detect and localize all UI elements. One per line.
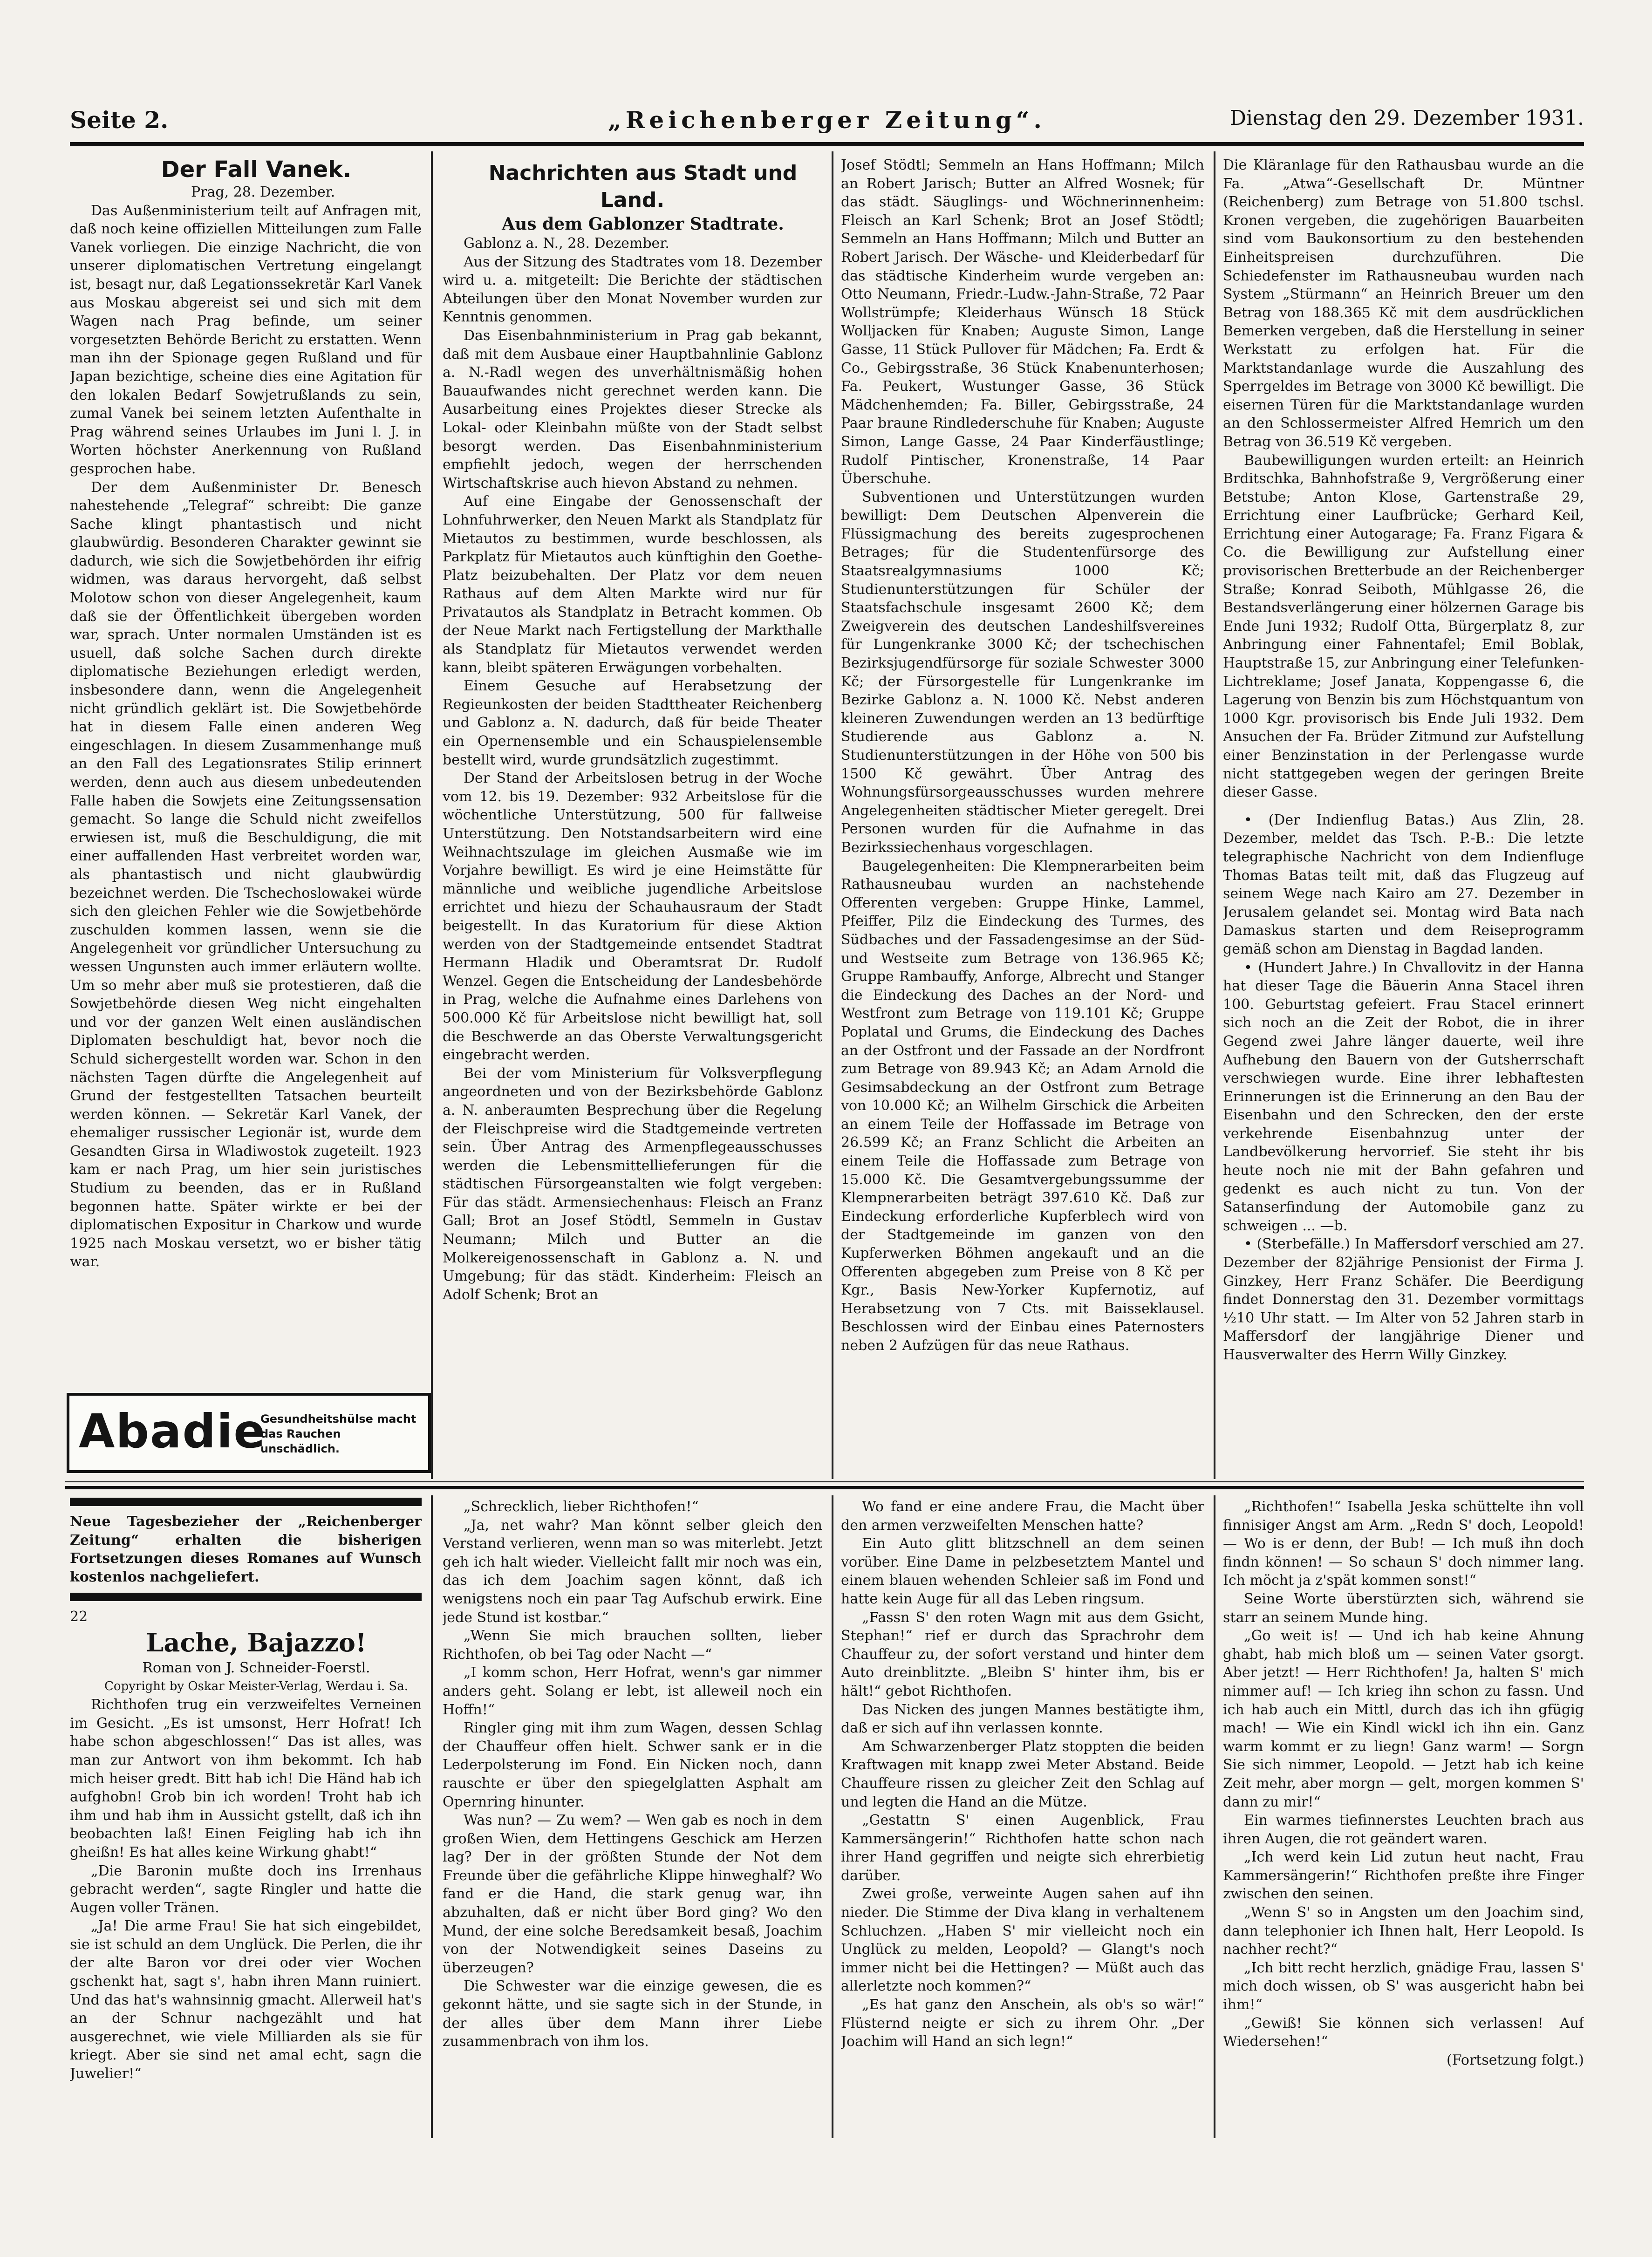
paragraph: Wo fand er eine andere Frau, die Macht über den armen verzweifelten Menschen hatte? [841,1499,1204,1534]
paragraph: „Ich bitt recht herzlich, gnädige Frau, lassen S' mich doch wissen, ob S' was ausgericht habn bei ihm!“ [1223,1959,1584,2013]
article-continued [841,156,1204,1479]
paragraph: Die Kläranlage für den Rathausbau wurde an die Fa. „Atwa“-Gesellschaft Dr. Müntner (Reichenberg) zum Betrage von 51.800 tschsl. Kronen vergeben, die zugehörigen Bauarbeiten sind vom Baukonsortium zu den bestehenden Einheitspreisen durchzuführen. Die Schiedefenster im Rathausneubau wurden nach System „Stürmann“ an Heinrich Breuer um den Betrag von 188.365 Kč mit dem ausdrücklichen Bemerken vergeben, daß die Herstellung in seiner Werkstatt zu erfolgen hat. Für die Marktstandanlage wurde die Auszahlung des Sperrgeldes im Betrage von 3000 Kč bewilligt. Die eisernen Türen für die Marktstandanlage wurden an den Schlossermeister Alfred Hemrich um den Betrag von 36.519 Kč vergeben. [1223,157,1584,450]
novel-column [1223,1498,1584,2150]
section-rule [65,1486,1584,1489]
dateline: Gablonz a. N., 28. Dezember. [464,235,669,252]
paragraph: Ringler ging mit ihm zum Wagen, dessen Schlag der Chauffeur offen hielt. Schwer sank er in die Lederpolsterung im Fond. Ein Nicken noch, dann rauschte er über den spiegelglatten Asphalt am Opernring hinunter. [443,1720,822,1810]
paragraph: „Wenn Sie mich brauchen sollten, lieber Richthofen, ob bei Tag oder Nacht —“ [443,1628,822,1663]
newspaper-name: „Reichenberger Zeitung“. [608,106,1046,134]
paragraph: „Ja, net wahr? Man könnt selber gleich den Verstand verlieren, wenn man so was miterlebt. Jetzt geh ich halt wieder. Vielleicht fallt mir noch was ein, das ich dem Joachim sagen könnt, daß ich wenigstens noch ein paar Tag Aufschub erwirk. Eine jede Stund ist kostbar.“ [443,1517,822,1626]
paragraph: „Wenn S' so in Angsten um den Joachim sind, dann telephonier ich Ihnen halt, Herr Leopold. Is nachher recht?“ [1223,1904,1584,1958]
novel-author: Roman von J. Schneider-Foerstl. [142,1659,370,1676]
novel-column [443,1498,822,2150]
paragraph: Ein warmes tiefinnerstes Leuchten brach aus ihren Augen, die rot geändert waren. [1223,1812,1584,1847]
news-brief: • (Sterbefälle.) In Maffersdorf verschied am 27. Dezember der 82jährige Pensionist der Firma J. Ginzkey, Herr Franz Schäfer. Die Beerdigung findet Donnerstag den 31. Dezember vormittags ½10 Uhr statt. — Im Alter von 52 Jahren starb in Maffersdorf der langjährige Diener und Hausverwalter des Herrn Willy Ginzkey. [1223,1236,1584,1363]
paragraph: Die Schwester war die einzige gewesen, die es gekonnt hätte, und sie sagte sich in der Stunde, in der alles über dem Mann ihrer Liebe zusammenbrach von ihm los. [443,1978,822,2050]
novel-column [841,1498,1204,2150]
ad-brand: Abadie [79,1404,266,1459]
novel-column [70,1498,422,2150]
paragraph: „Gestattn S' einen Augenblick, Frau Kammersängerin!“ Richthofen hatte schon nach ihrer Hand gegriffen und neigte sich ehrerbietig darüber. [841,1812,1204,1884]
paragraph: „Go weit is! — Und ich hab keine Ahnung ghabt, hab mich bloß um — seinen Vater gsorgt. Aber jetzt! — Herr Richthofen! Ja, halten S' mich nimmer auf! — Ich krieg ihn schon zu fassn. Und ich hab auch ein Mittl, durch das ich ihn gfügig mach! — Wie ein Kindl wickl ich ihn ein. Ganz warm kommt er zu liegn! Ganz warm! — Sorgn Sie sich nimmer, Leopold. — Jetzt hab ich keine Zeit mehr, aber morgn — gelt, morgen kommen S' dann zu mir!“ [1223,1628,1584,1810]
article-news-briefs [1223,156,1584,1479]
article-subtitle: Aus dem Gablonzer Stadtrate. [502,214,784,234]
issue-date: Dienstag den 29. Dezember 1931. [1229,106,1584,130]
page-number: Seite 2. [70,106,169,134]
paragraph: „Die Baronin mußte doch ins Irrenhaus gebracht werden“, sagte Ringler und hatte die Augen voller Tränen. [70,1862,422,1916]
paragraph: Zwei große, verweinte Augen sahen auf ihn nieder. Die Stimme der Diva klang in verhaltenem Schluchzen. „Haben S' mir vielleicht noch ein Unglück zu melden, Leopold? — Glangt's noch immer nicht bei die Hettingen? — Müßt auch das allerletzte noch kommen?“ [841,1886,1204,1995]
paragraph: Der Stand der Arbeitslosen betrug in der Woche vom 12. bis 19. Dezember: 932 Arbeitslose für die wöchentliche Unterstützung, 500 für fallweise Unterstützung. Den Notstandsarbeitern wird eine Weihnachtszulage im gleichen Ausmaße wie im Vorjahre bewilligt. Es wird je eine Heimstätte für männliche und weibliche jugendliche Arbeitslose errichtet und hiezu der Schauhausraum der Stadt beigestellt. In das Kuratorium für diese Aktion werden von der Stadtgemeinde entsendet Stadtrat Hermann Hladik und Oberamtsrat Dr. Rudolf Wenzel. Gegen die Entscheidung der Landesbehörde in Prag, welche die Aufnahme eines Darlehens von 500.000 Kč für Arbeitslose nicht bewilligt hat, soll die Beschwerde an das Oberste Verwaltungsgericht eingebracht werden. [443,770,822,1064]
paragraph: „I komm schon, Herr Hofrat, wenn's gar nimmer anders geht. Solang er lebt, ist alleweil noch ein Hoffn!“ [443,1664,822,1718]
article-fall-vanek [70,156,422,1386]
paragraph: Das Außenministerium teilt auf Anfragen mit, daß noch keine offiziellen Mitteilungen zum Falle Vanek vorliegen. Die einzige Nachricht, die von unserer diplomatischen Vertretung eingelangt ist, besagt nur, daß Legationssekretär Karl Vanek aus Moskau abgereist sei und sich mit dem Wagen nach Prag befinde, um seiner vorgesetzten Behörde Bericht zu erstatten. Wenn man ihn der Spionage gegen Rußland und für Japan bezichtige, scheine dies eine Agitation für den lokalen Bedarf Sowjetrußlands zu sein, zumal Vanek bei seinem letzten Aufenthalte in Prag während seines Urlaubes im Juni l. J. in Worten höchster Anerkennung von Rußland gesprochen habe. [70,202,422,477]
paragraph: Der dem Außenminister Dr. Benesch nahestehende „Telegraf“ schreibt: Die ganze Sache klingt phantastisch und nicht glaubwürdig. Besonderen Charakter gewinnt sie dadurch, wie sich die Sowjetbehörden ihr eifrig widmen, was daraus hervorgeht, daß selbst Molotow schon von dieser Angelegenheit, kaum daß sie der Öffentlichkeit übergeben worden war, sprach. Unter normalen Umständen ist es usuell, daß solche Sachen durch direkte diplomatische Beziehungen erledigt werden, insbesondere dann, wenn die Angelegenheit nicht gründlich geklärt ist. Die Sowjetbehörde hat in diesem Falle einen anderen Weg eingeschlagen. In diesem Zusammenhange muß an den Fall des Legationsrates Stilip erinnert werden, denn auch aus diesem unbedeutenden Falle haben die Sowjets eine Zeitungssensation gemacht. So lange die Schuld nicht zweifellos erwiesen ist, muß die Beschuldigung, die mit einer auffallenden Hast verbreitet worden war, als phantastisch und nicht glaubwürdig bezeichnet werden. Die Tschechoslowakei würde sich den gleichen Fehler wie die Sowjetbehörde zuschulden kommen lassen, wenn sie die Angelegenheit vor gründlicher Untersuchung zu wessen Ungunsten auch immer erläutern wollte. Um so mehr aber muß sie protestieren, daß die Sowjetbehörde diesen Weg nicht eingehalten und vor der ganzen Welt einen ausländischen Diplomaten beschuldigt hat, bevor noch die Schuld sichergestellt worden war. Schon in den nächsten Tagen dürfte die Angelegenheit auf Grund der festgestellten Tatsachen beurteilt werden können. — Sekretär Karl Vanek, der ehemaliger russischer Legionär ist, wurde dem Gesandten Girsa in Wladiwostok zugeteilt. 1923 kam er nach Prag, um hier sein juristisches Studium zu beenden, das er in Rußland begonnen hatte. Später wirkte er bei der diplomatischen Expositur in Charkow und wurde 1925 nach Moskau versetzt, wo er bisher tätig war. [70,479,422,1270]
paragraph: Josef Stödtl; Semmeln an Hans Hoffmann; Milch an Robert Jarisch; Butter an Alfred Wosnek; für das städt. Säuglings- und Wöchnerinnenheim: Fleisch an Karl Schenk; Brot an Josef Stödtl; Semmeln an Hans Hoffmann; Milch und Butter an Robert Jarisch. Der Wäsche- und Kleiderbedarf für das städtische Kinderheim wurde vergeben an: Otto Neumann, Friedr.-Ludw.-Jahn-Straße, 72 Paar Wollstrümpfe; Kleiderhaus Wünsch 18 Stück Wolljacken für Knaben; Auguste Simon, Lange Gasse, 11 Stück Pullover für Mädchen; Fa. Erdt & Co., Gebirgsstraße, 36 Stück Knabenunterhosen; Fa. Peukert, Wustunger Gasse, 36 Stück Mädchenhemden; Fa. Biller, Gebirgsstraße, 24 Paar braune Rindlederschuhe für Knaben; Auguste Simon, Lange Gasse, 24 Paar Kinderfäustlinge; Rudolf Pintischer, Kronenstraße, 14 Paar Überschuhe. [841,157,1204,487]
section-title: Nachrichten aus Stadt und Land. [488,161,798,212]
paragraph: Einem Gesuche auf Herabsetzung der Regieunkosten der beiden Stadttheater Reichenberg und Gablonz a. N. dadurch, daß für beide Theater ein Opernensemble und ein Schauspielensemble bestellt wird, wurde grundsätzlich zugestimmt. [443,678,822,768]
paragraph: „Richthofen!“ Isabella Jeska schüttelte ihn voll finnisiger Angst am Arm. „Redn S' doch, Leopold! — Wo is er denn, der Bub! — Ich muß ihn doch findn können! — So schaun S' doch nimmer lang. Ich möcht ja z'spät kommen sonst!“ [1223,1499,1584,1589]
continuation-note: (Fortsetzung folgt.) [1447,2052,1584,2068]
paragraph: Aus der Sitzung des Stadtrates vom 18. Dezember wird u. a. mitgeteilt: Die Berichte der städtischen Abteilungen über den Monat November wurden zur Kenntnis genommen. [443,253,822,326]
paragraph: „Es hat ganz den Anschein, als ob's so wär!“ Flüsternd neigte er sich zu ihrem Ohr. „Der Joachim will Hand an sich legn!“ [841,1997,1204,2050]
article-title: Der Fall Vanek. [161,157,352,183]
news-brief: • (Hundert Jahre.) In Chvallovitz in der Hanna hat dieser Tage die Bäuerin Anna Stacel ihren 100. Geburtstag gefeiert. Frau Stacel erinnert sich noch an die Zeit der Robot, die in ihrer Gegend zwei Jahre länger dauerte, weil ihre Aufhebung den Bauern von der Gutsherrschaft verschwiegen wurde. Eine ihrer lebhaftesten Erinnerungen ist die Erinnerung an den Bau der Eisenbahn und den Schrecken, den der erste verkehrende Eisenbahnzug unter der Landbevölkerung hervorrief. Sie steht ihr bis heute noch nie mit der Bahn gefahren und gedenkt es auch nicht zu tun. Von der Satanserfindung der Automobile ganz zu schweigen ... —b. [1223,959,1584,1234]
paragraph: „Ich werd kein Lid zutun heut nacht, Frau Kammersängerin!“ Richthofen preßte ihre Finger zwischen den seinen. [1223,1849,1584,1902]
paragraph: „Gewiß! Sie können sich verlassen! Auf Wiedersehen!“ [1223,2015,1584,2050]
ad-slogan: Gesundheitshülse macht das Rauchen unschädlich. [260,1412,416,1455]
column-divider [832,151,833,1479]
column-divider [1214,1495,1215,2138]
paragraph: Ein Auto glitt blitzschnell an dem seinen vorüber. Eine Dame in pelzbesetztem Mantel und einem blauen wehenden Schleier saß im Fond und hatte kein Auge für all das Leben ringsum. [841,1535,1204,1607]
paragraph: „Schrecklich, lieber Richthofen!“ [464,1499,699,1515]
paragraph: Was nun? — Zu wem? — Wen gab es noch in dem großen Wien, dem Hettingens Geschick am Herzen lag? Der in der größten Stunde der Not dem Freunde über die gefährliche Klippe hinweghalf? Wo fand er die Hand, die stark genug war, ihn abzuhalten, daß er nicht über Bord ging? Wo den Mund, der eine solche Beredsamkeit besaß, Joachim von der Notwendigkeit seines Daseins zu überzeugen? [443,1812,822,1976]
paragraph: Seine Worte überstürzten sich, während sie starr an seinem Munde hing. [1223,1590,1584,1626]
novel-title: Lache, Bajazzo! [146,1627,367,1657]
column-divider [431,1495,433,2138]
paragraph: Auf eine Eingabe der Genossenschaft der Lohnfuhrwerker, den Neuen Markt als Standplatz für Mietautos zu bestimmen, wurde beschlossen, als Parkplatz für Mietautos auch künftighin den Goethe-Platz beizubehalten. Der Platz vor dem neuen Rathaus auf dem Alten Markte wird nur für Privatautos als Standplatz in Betracht kommen. Ob der Neue Markt nach Fertigstellung der Markthalle als Standplatz für Mietautos verwendet werden kann, bleibt späteren Erwägungen vorbehalten. [443,493,822,676]
subscriber-notice: Neue Tagesbezieher der „Reichenberger Zeitung“ erhalten die bisherigen Fortsetzungen dieses Romanes auf Wunsch kostenlos nachgeliefert. [70,1514,422,1585]
notice-bar [70,1593,422,1601]
header-rule [70,142,1584,146]
advertisement-abadie [67,1393,431,1473]
paragraph: Baubewilligungen wurden erteilt: an Heinrich Brditschka, Bahnhofstraße 9, Vergrößerung einer Betstube; Anton Klose, Gartenstraße 29, Errichtung einer Laufbrücke; Gerhard Keil, Errichtung einer Autogarage; Fa. Franz Figara & Co. die Bewilligung zur Aufstellung einer provisorischen Bretterbude an der Reichenberger Straße; Konrad Seiboth, Mühlgasse 26, die Bestandsverlängerung einer hölzernen Garage bis Ende Juni 1932; Rudolf Otta, Bürgerplatz 8, zur Anbringung einer Fahnentafel; Emil Boblak, Hauptstraße 15, zur Anbringung einer Telefunken-Lichtreklame; Josef Janata, Koppengasse 6, die Lagerung von Benzin bis zum Höchstquantum von 1000 Kgr. provisorisch bis Ende Juli 1932. Dem Ansuchen der Fa. Brüder Zitmund zur Aufstellung einer Benzinstation in der Perlengasse wurde nicht stattgegeben wegen der geringen Breite dieser Gasse. [1223,452,1584,801]
news-brief: • (Der Indienflug Batas.) Aus Zlin, 28. Dezember, meldet das Tsch. P.-B.: Die letzte telegraphische Nachricht von dem Indienfluge Thomas Batas teilt mit, daß das Flugzeug auf seinem Wege nach Kairo am 27. Dezember in Jerusalem gelandet sei. Montag wird Bata nach Damaskus starten und dem Reiseprogramm gemäß schon am Dienstag in Bagdad landen. [1223,811,1584,957]
paragraph: Am Schwarzenberger Platz stoppten die beiden Kraftwagen mit knapp zwei Meter Abstand. Beide Chauffeure rissen zu gleicher Zeit den Schlag auf und legten die Hand an die Mütze. [841,1738,1204,1810]
paragraph: Richthofen trug ein verzweifeltes Verneinen im Gesicht. „Es ist umsonst, Herr Hofrat! Ich habe schon abgeschlossen!“ Das ist alles, was man zur Antwort von ihm bekommt. Ich hab mich heiser gredt. Bitt hab ich! Die Händ hab ich aufghobn! Grob bin ich worden! Troht hab ich ihm und hab ihm in Aussicht gstellt, daß ich ihn beobachten laß! Einen Feigling hab ich ihn gheißn! Es hat alles keine Wirkung ghabt!“ [70,1697,422,1861]
column-divider [431,151,433,1479]
column-divider [832,1495,833,2138]
notice-bar [70,1498,422,1506]
paragraph: Das Eisenbahnministerium in Prag gab bekannt, daß mit dem Ausbaue einer Hauptbahnlinie Gablonz a. N.-Radl wegen des unverhältnismäßig hohen Bauaufwandes nicht gerechnet werden kann. Die Ausarbeitung eines Projektes dieser Strecke als Lokal- oder Kleinbahn müßte von der Stadt selbst besorgt werden. Das Eisenbahnministerium empfiehlt jedoch, wegen der herrschenden Wirtschaftskrise auch hievon Abstand zu nehmen. [443,327,822,491]
paragraph: „Ja! Die arme Frau! Sie hat sich eingebildet, sie ist schuld an dem Unglück. Die Perlen, die ihr der alte Baron vor drei oder vier Wochen gschenkt hat, sagt s', habn ihren Mann ruiniert. Und das hat's wahnsinnig gmacht. Allerweil hat's an der Schnur nachgezählt und hat ausgerechnet, wie viele Milliarden als sie für kriegt. Aber sie sind net amal echt, sagn die Juwelier!“ [70,1918,422,2082]
paragraph: Baugelegenheiten: Die Klempnerarbeiten beim Rathausneubau wurden an nachstehende Offerenten vergeben: Gruppe Hinke, Lammel, Pfeiffer, Pilz die Eindeckung des Turmes, des Südbaches und der Fassadengesimse an der Süd- und Westseite zum Betrage von 136.965 Kč; Gruppe Rambauffy, Anforge, Albrecht und Stanger die Eindeckung des Daches an der Nord- und Westfront zum Betrage von 119.101 Kč; Gruppe Poplatal und Grums, die Eindeckung des Daches an der Ostfront und der Fassade an der Nordfront zum Betrage von 89.943 Kč; an Adam Arnold die Gesimsabdeckung an der Ostfront zum Betrage von 10.000 Kč; an Wilhelm Girschick die Arbeiten an einem Teile der Hoffassade im Betrage von 26.599 Kč; an Franz Schlicht die Arbeiten an einem Teile die Hoffassade zum Betrage von 15.000 Kč. Die Gesamtvergebungssumme der Klempnerarbeiten beträgt 397.610 Kč. Daß zur Eindeckung erforderliche Kupferblech wird von der Stadtgemeinde im ganzen von den Kupferwerken Böhmen angekauft und an die Offerenten abgegeben zum Preise von 8 Kč per Kgr., Basis New-Yorker Kupfernotiz, auf Herabsetzung von 7 Cts. mit Baisseklausel. Beschlossen wird der Einbau eines Paternosters neben 2 Aufzügen für das neue Rathaus. [841,858,1204,1354]
article-stadt-und-land [443,156,822,1479]
installment-number: 22 [70,1609,88,1625]
section-rule [65,1481,1584,1482]
novel-copyright: Copyright by Oskar Meister-Verlag, Werdau i. Sa. [104,1679,408,1693]
dateline: Prag, 28. Dezember. [191,184,335,200]
page-header [70,106,1584,143]
column-divider [1214,151,1215,1479]
paragraph: Bei der vom Ministerium für Volksverpflegung angeordneten und von der Bezirksbehörde Gablonz a. N. anberaumten Besprechung über die Regelung der Fleischpreise wird die Stadtgemeinde vertreten sein. Über Antrag des Armenpflegeausschusses werden die Lebensmittellieferungen für die städtischen Fürsorgeanstalten wie folgt vergeben: Für das städt. Armensiechenhaus: Fleisch an Franz Gall; Brot an Josef Stödtl, Semmeln in Gustav Neumann; Milch und Butter an die Molkereigenossenschaft in Gablonz a. N. und Umgebung; für das städt. Kinderheim: Fleisch an Adolf Schenk; Brot an [443,1065,822,1303]
paragraph: Subventionen und Unterstützungen wurden bewilligt: Dem Deutschen Alpenverein die Flüssigmachung des bereits zugesprochenen Betrages; für die Studentenfürsorge des Staatsrealgymnasiums 1000 Kč; Studienunterstützungen für Schüler der Staatsfachschule insgesamt 2600 Kč; dem Zweigverein des deutschen Landeshilfsvereines für Lungenkranke 3000 Kč; der tschechischen Bezirksjugendfürsorge für soziale Schwester 3000 Kč; der Fürsorgestelle für Lungenkranke im Bezirke Gablonz a. N. 1000 Kč. Nebst anderen kleineren Zuwendungen werden an 13 bedürftige Studierende aus Gablonz a. N. Studienunterstützungen in der Höhe von 500 bis 1500 Kč gewährt. Über Antrag des Wohnungsfürsorgeausschusses wurden mehrere Angelegenheiten städtischer Mieter geregelt. Drei Personen wurden für die Aufnahme in das Bezirkssiechenhaus vorgeschlagen. [841,489,1204,856]
paragraph: Das Nicken des jungen Mannes bestätigte ihm, daß er sich auf ihn verlassen konnte. [841,1701,1204,1737]
paragraph: „Fassn S' den roten Wagn mit aus dem Gsicht, Stephan!“ rief er durch das Sprachrohr dem Chauffeur zu, der sofort verstand und hinter dem Auto dreinblitzte. „Bleibn S' hinter ihm, bis er hält!“ gebot Richthofen. [841,1609,1204,1699]
